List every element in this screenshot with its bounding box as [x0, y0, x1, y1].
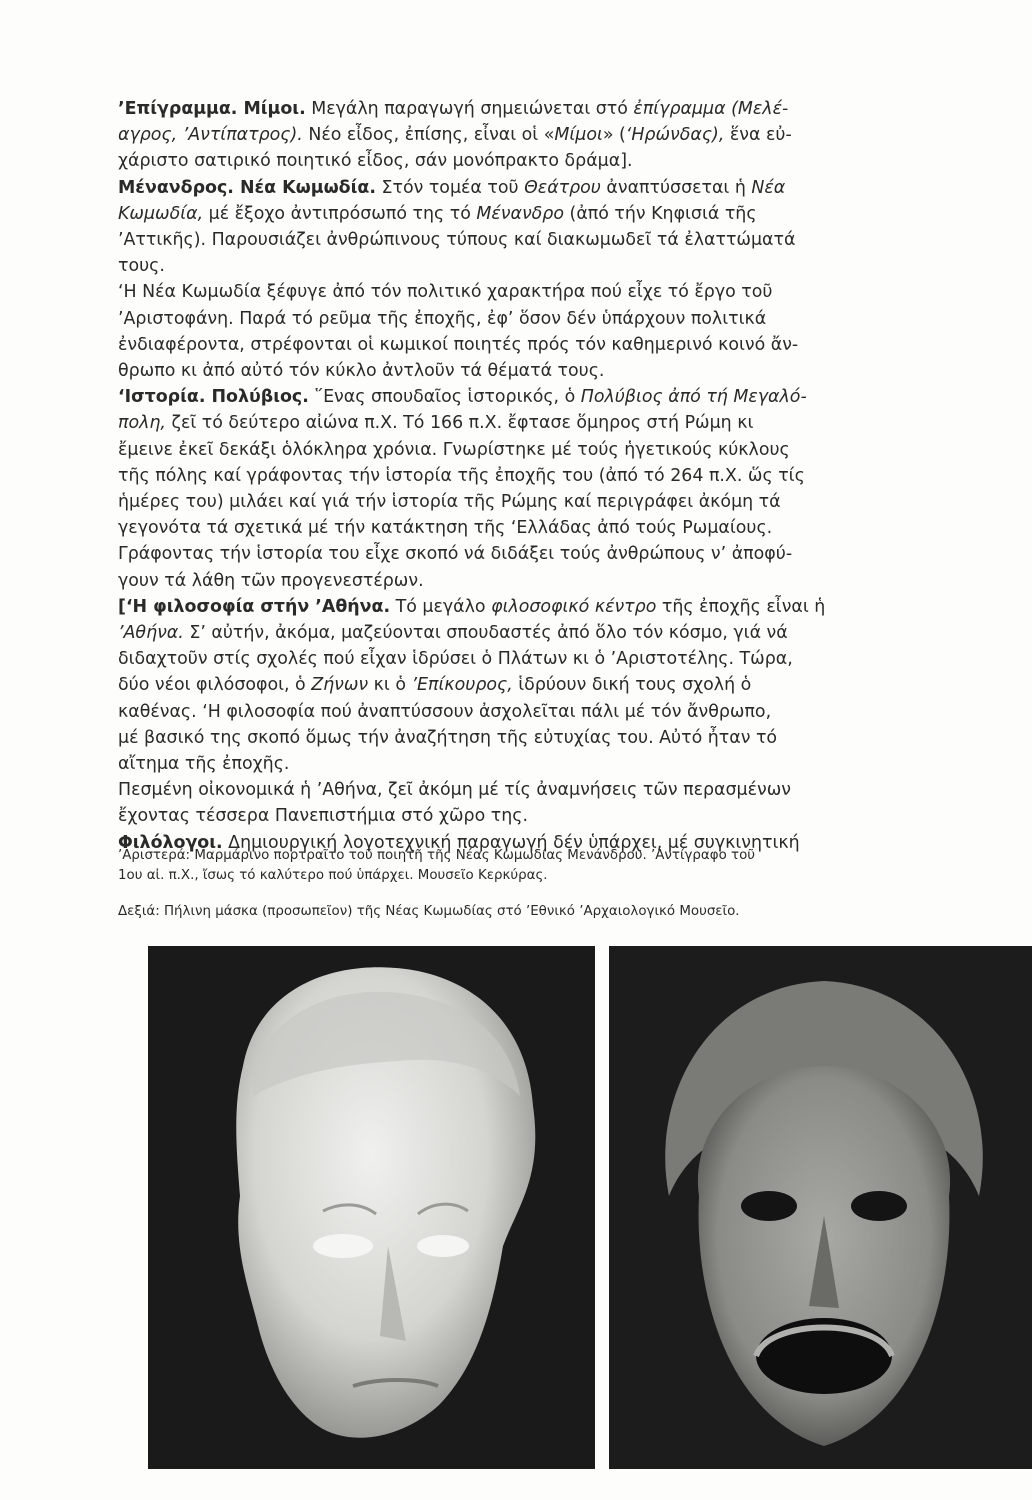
paragraph	[118, 96, 918, 175]
text-run: Πολύβιος ἀπό τή Μεγαλό- πολη,	[118, 387, 807, 434]
text-run: Θεάτρου	[524, 177, 601, 198]
section-heading: Μένανδρος. Νέα Κωμωδία.	[118, 177, 376, 198]
text-run: ἐπίγραμμα (Μελέ-	[633, 99, 789, 119]
text-run: Μένανδρο	[476, 203, 564, 224]
text-run: Μεγάλη παραγωγή σημειώνεται στό	[305, 99, 634, 119]
section-heading: Φιλόλογοι.	[118, 832, 223, 853]
text-run: τῆς ἐποχῆς εἶναι ἡ	[661, 596, 826, 617]
paragraph	[118, 777, 918, 829]
text-run: κι ὁ	[368, 675, 412, 696]
paragraph	[118, 594, 918, 777]
paragraph	[118, 279, 918, 384]
text-run: Νέα Κωμωδία,	[118, 177, 786, 224]
text-run: ’Αθήνα.	[118, 623, 184, 644]
text-run: Στόν τομέα τοῦ	[375, 177, 525, 198]
text-run: ἱδρύουν δική τους σχολή ὁ καθένας. ‘Η φιλοσοφία πού ἀναπτύσσουν ἀσχολεῖται πάλι μέ τόν ἄνθρωπο, μέ βασικό της σκοπό ὅμως τήν ἀναζήτηση τῆς εὐτυχίας του. Αὐτό ἦταν τό αἴτημα τῆς ἐποχῆς.	[118, 675, 778, 775]
marble-head-image	[148, 946, 595, 1469]
text-run: ῞Ενας σπουδαῖος ἱστορικός, ὁ	[308, 387, 581, 408]
text-run: (ἀπό τήν Κηφισιά τῆς ’Αττικῆς). Παρουσιάζει ἀνθρώπινους τύπους καί διακωμωδεῖ τά ἐλαττώματά τους.	[118, 203, 796, 277]
text-run: ζεῖ τό δεύτερο αἰώνα π.Χ. Τό 166 π.Χ. ἔφτασε ὅμηρος στή Ρώμη κι ἔμεινε ἐκεῖ δεκάξι ὁλόκληρα χρόνια. Γνωρίστηκε μέ τούς ἡγετικούς κύκλους τῆς πόλης καί γράφοντας τήν ἱστορία τῆς ἐποχῆς του (ἀπό τό 264 π.Χ. ὥς τίς ἡμέρες του) μιλάει καί γιά τήν ἱστορία τῆς Ρώμης καί περιγράφει ἀκόμη τά γεγονότα τά σχετικά μέ τήν κατάκτηση τῆς ‘Ελλάδας ἀπό τούς Ρωμαίους. Γράφοντας τήν ἱστορία του εἶχε σκοπό νά διδάξει τούς ἀνθρώπους ν’ ἀποφύ- γουν τά λάθη τῶν προγενεστέρων.	[118, 413, 805, 591]
text-run: Σ’ αὐτήν, ἀκόμα, μαζεύονται σπουδαστές ἀπό ὅλο τόν κόσμο, γιά νά διδαχτοῦν στίς σχολές πού εἶχαν ἱδρύσει ὁ Πλάτων κι ὁ ’Αριστοτέλης. Τώρα, δύο νέοι φιλόσοφοι, ὁ	[118, 623, 793, 696]
text-run: ‘Ηρώνδας),	[625, 125, 725, 146]
text-run: ‘Η Νέα Κωμωδία ξέφυγε ἀπό τόν πολιτικό χαρακτήρα πού εἶχε τό ἔργο τοῦ ’Αριστοφάνη. Παρά τό ρεῦμα τῆς ἐποχῆς, ἐφ’ ὅσον δέν ὑπάρχουν πολιτικά ἐνδιαφέροντα, στρέφονται οἱ κωμικοί ποιητές πρός τόν καθημερινό κοινό ἄν- θρωπο κι ἀπό αὐτό τόν κύκλο ἀντλοῦν τά θέματά τους.	[118, 282, 799, 382]
text-run: μέ ἔξοχο ἀντιπρόσωπό της τό	[203, 203, 477, 224]
text-run: » (	[602, 125, 626, 146]
text-run: Ζήνων	[311, 675, 369, 696]
text-run: ἀναπτύσσεται ἡ	[600, 177, 752, 198]
comedy-mask-photo	[609, 946, 1032, 1469]
caption-right: Δεξιά: Πήλινη μάσκα (προσωπεῖον) τῆς Νέας Κωμωδίας στό ’Εθνικό ’Αρχαιολογικό Μουσεῖο.	[118, 904, 740, 919]
menander-portrait-photo	[148, 946, 595, 1469]
paragraph	[118, 384, 918, 594]
main-text	[118, 96, 918, 856]
paragraph	[118, 175, 918, 280]
text-run: Πεσμένη οἰκονομικά ἡ ’Αθήνα, ζεῖ ἀκόμη μέ τίς ἀναμνήσεις τῶν περασμένων ἔχοντας τέσσερα Πανεπιστήμια στό χῶρο της.	[118, 780, 791, 827]
section-heading: ’Επίγραμμα. Μίμοι.	[118, 99, 306, 119]
captions	[118, 846, 978, 938]
text-run: αγρος, ’Αντίπατρος).	[118, 125, 303, 146]
text-run: Δημιουργική λογοτεχνική παραγωγή δέν ὑπάρχει, μέ συγκινητική	[222, 832, 800, 853]
text-run: φιλοσοφικό κέντρο	[491, 596, 657, 617]
caption-left: ’Αριστερά: Μαρμάρινο πορτραῖτο τοῦ ποιητῆ τῆς Νέας Κωμωδίας Μενάνδρου. ’Αντίγραφο τοῦ 1ου αἰ. π.Χ., ἴσως τό καλύτερο πού ὑπάρχει. Μουσεῖο Κερκύρας.	[118, 848, 756, 883]
text-run: Μίμοι	[554, 125, 603, 146]
section-heading: ‘Ιστορία. Πολύβιος.	[118, 387, 309, 408]
text-run: Νέο εἶδος, ἐπίσης, εἶναι οἱ «	[302, 125, 555, 146]
section-heading: [‘Η φιλοσοφία στήν ’Αθήνα.	[118, 596, 391, 617]
text-run: ’Επίκουρος,	[411, 675, 513, 696]
terracotta-mask-image	[609, 946, 1032, 1469]
text-run: ἕνα εὐ- χάριστο σατιρικό ποιητικό εἶδος, σάν μονόπρακτο δράμα].	[118, 125, 792, 172]
text-run: Τό μεγάλο	[390, 596, 492, 617]
